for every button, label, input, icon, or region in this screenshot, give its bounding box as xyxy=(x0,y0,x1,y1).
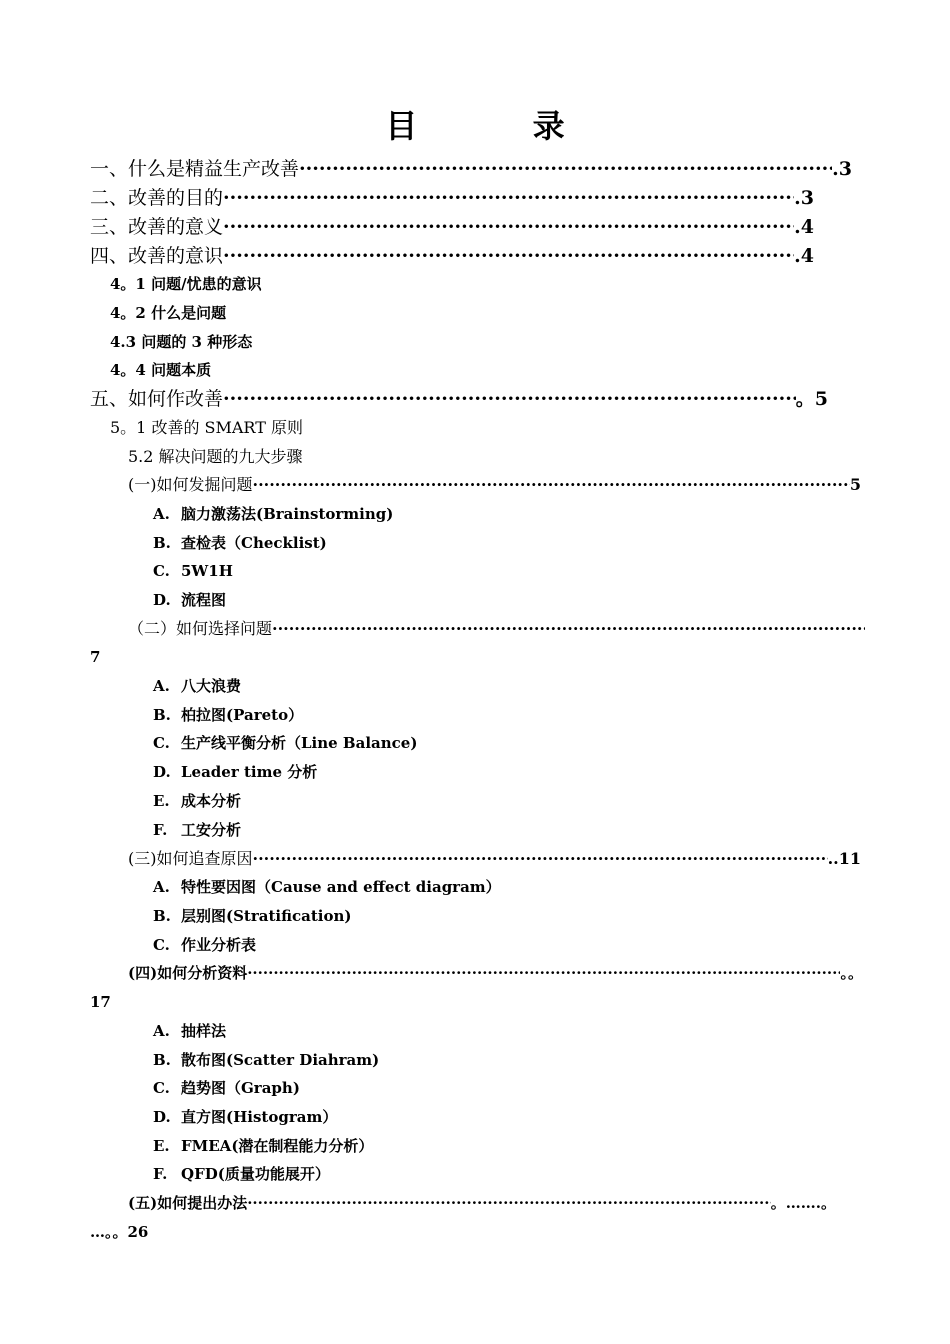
toc-leader xyxy=(247,960,840,986)
toc-leader xyxy=(223,385,796,413)
item-label: 八大浪费 xyxy=(181,677,242,695)
toc-page-number: 。…….。 xyxy=(770,1194,836,1212)
item-label: 趋势图（Graph) xyxy=(181,1079,300,1097)
toc-entry-2[interactable] xyxy=(90,184,814,212)
toc-subentry-label: 4。2 什么是问题 xyxy=(110,304,227,322)
toc-page-number: ..11 xyxy=(827,849,861,868)
toc-item[interactable] xyxy=(153,559,233,583)
toc-page-number-wrapped: …。。26 xyxy=(90,1223,149,1241)
toc-subentry-4-3[interactable] xyxy=(110,330,252,354)
toc-subentry-5-2[interactable] xyxy=(128,444,303,470)
item-letter: C. xyxy=(153,562,170,580)
item-letter: A. xyxy=(153,677,170,695)
toc-item[interactable] xyxy=(153,531,327,555)
toc-entry-label: 四、改善的意识 xyxy=(90,245,224,267)
item-letter: C. xyxy=(153,734,170,752)
item-label: FMEA(潜在制程能力分析） xyxy=(181,1137,374,1155)
toc-leader xyxy=(223,184,794,212)
item-label: 查检表（Checklist) xyxy=(181,534,327,552)
toc-item[interactable] xyxy=(153,904,352,928)
item-label: 特性要因图（Cause and effect diagram） xyxy=(181,878,501,896)
toc-item[interactable] xyxy=(153,588,226,612)
item-letter: A. xyxy=(153,878,170,896)
item-label: 散布图(Scatter Diahram) xyxy=(181,1051,380,1069)
toc-part-1[interactable] xyxy=(128,472,861,498)
item-letter: E. xyxy=(153,1137,170,1155)
toc-entry-label: 五、如何作改善 xyxy=(90,388,224,410)
item-label: QFD(质量功能展开） xyxy=(181,1165,330,1183)
item-label: 柏拉图(Pareto） xyxy=(181,706,304,724)
toc-item[interactable] xyxy=(153,1162,330,1186)
toc-subentry-label: 4。1 问题/忧患的意识 xyxy=(110,275,262,293)
toc-entry-5[interactable] xyxy=(90,385,828,413)
toc-entry-label: 一、什么是精益生产改善 xyxy=(90,158,300,180)
toc-page-number: 。。 xyxy=(840,964,863,982)
item-letter: E. xyxy=(153,792,170,810)
item-label: 成本分析 xyxy=(181,792,242,810)
item-letter: B. xyxy=(153,706,171,724)
toc-item[interactable] xyxy=(153,1105,337,1129)
toc-entry-label: 三、改善的意义 xyxy=(90,216,224,238)
toc-item[interactable] xyxy=(153,674,241,698)
toc-page-number-wrapped: 7 xyxy=(90,648,101,666)
toc-subentry-5-1[interactable] xyxy=(110,415,303,441)
toc-item[interactable] xyxy=(153,1048,379,1072)
toc-page-number: 。5 xyxy=(795,388,828,410)
item-letter: B. xyxy=(153,1051,171,1069)
toc-leader xyxy=(272,616,865,642)
item-letter: C. xyxy=(153,1079,170,1097)
toc-part-label: (五)如何提出办法 xyxy=(128,1194,248,1212)
toc-entry-label: 二、改善的目的 xyxy=(90,187,224,209)
toc-page-number: .4 xyxy=(794,216,814,238)
toc-part-label: (三)如何追查原因 xyxy=(128,849,253,868)
page-title: 目 录 xyxy=(385,107,617,145)
toc-page-number-wrapped: 17 xyxy=(90,993,111,1011)
toc-item[interactable] xyxy=(153,789,241,813)
item-letter: A. xyxy=(153,1022,170,1040)
toc-page-number: 5 xyxy=(849,475,861,494)
item-label: 直方图(Histogram） xyxy=(181,1108,338,1126)
item-letter: F. xyxy=(153,1165,168,1183)
item-label: 流程图 xyxy=(181,591,227,609)
item-label: 脑力激荡法(Brainstorming) xyxy=(181,505,394,523)
item-letter: A. xyxy=(153,505,170,523)
item-label: 5W1H xyxy=(181,562,233,580)
item-letter: D. xyxy=(153,591,171,609)
toc-subentry-label: 5。1 改善的 SMART 原则 xyxy=(110,418,303,437)
toc-item[interactable] xyxy=(153,1076,300,1100)
toc-subentry-label: 4.3 问题的 3 种形态 xyxy=(110,333,253,351)
item-label: 工安分析 xyxy=(181,821,242,839)
toc-part-label: (四)如何分析资料 xyxy=(128,964,248,982)
toc-leader xyxy=(253,472,850,498)
toc-subentry-4-1[interactable] xyxy=(110,272,262,296)
toc-item[interactable] xyxy=(153,703,303,727)
toc-part-2[interactable] xyxy=(128,616,865,642)
toc-leader xyxy=(223,213,794,241)
toc-item[interactable] xyxy=(153,731,417,755)
item-letter: D. xyxy=(153,1108,171,1126)
toc-part-3[interactable] xyxy=(128,846,861,872)
toc-entry-4[interactable] xyxy=(90,242,814,270)
toc-part-4[interactable] xyxy=(128,960,863,986)
toc-item[interactable] xyxy=(153,1019,226,1043)
item-letter: B. xyxy=(153,534,171,552)
toc-part-label: （二）如何选择问题 xyxy=(128,619,273,638)
toc-part-label: (一)如何发掘问题 xyxy=(128,475,253,494)
toc-item[interactable] xyxy=(153,1134,373,1158)
toc-subentry-4-4[interactable] xyxy=(110,358,211,382)
toc-leader xyxy=(247,1190,771,1216)
toc-subentry-4-2[interactable] xyxy=(110,301,226,325)
toc-entry-3[interactable] xyxy=(90,213,814,241)
item-label: 作业分析表 xyxy=(181,936,257,954)
toc-subentry-label: 5.2 解决问题的九大步骤 xyxy=(128,447,303,466)
item-letter: F. xyxy=(153,821,168,839)
item-label: 层别图(Stratification) xyxy=(181,907,352,925)
toc-entry-1[interactable] xyxy=(90,155,852,183)
toc-item[interactable] xyxy=(153,933,256,957)
toc-item[interactable] xyxy=(153,502,393,526)
toc-item[interactable] xyxy=(153,875,501,899)
item-letter: C. xyxy=(153,936,170,954)
toc-leader xyxy=(223,242,794,270)
item-label: 生产线平衡分析（Line Balance) xyxy=(181,734,418,752)
item-letter: B. xyxy=(153,907,171,925)
toc-page-number: .4 xyxy=(794,245,814,267)
toc-page-number: .3 xyxy=(832,158,852,180)
toc-page-number: .3 xyxy=(794,187,814,209)
toc-item[interactable] xyxy=(153,818,241,842)
toc-leader xyxy=(253,846,828,872)
item-label: 抽样法 xyxy=(181,1022,227,1040)
toc-part-5[interactable] xyxy=(128,1190,836,1216)
item-letter: D. xyxy=(153,763,171,781)
toc-subentry-label: 4。4 问题本质 xyxy=(110,361,212,379)
toc-leader xyxy=(299,155,832,183)
item-label: Leader time 分析 xyxy=(181,763,318,781)
toc-item[interactable] xyxy=(153,760,317,784)
